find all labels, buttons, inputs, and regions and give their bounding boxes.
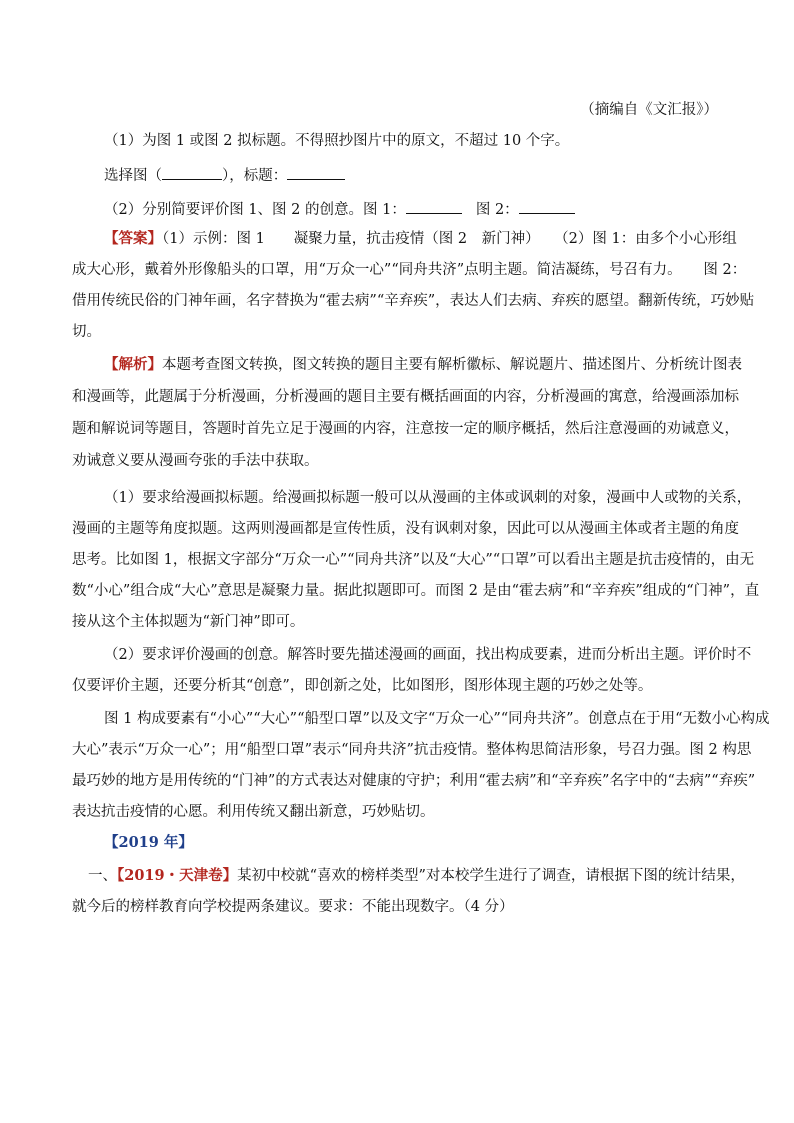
figure-1-blank bbox=[406, 199, 462, 214]
year-heading: 【2019 年】 bbox=[104, 834, 193, 851]
analysis-p4-line-1: 图 1 构成要素有“小心”“大心”“船型口罩”以及文字“万众一心”“同舟共济”。创意点在于用“无数小心构成 bbox=[104, 711, 770, 727]
analysis-p4-line-2: 大心”表示“万众一心”；用“船型口罩”表示“同舟共济”抗击疫情。整体构思简洁形象，号召力强。图 2 构思 bbox=[72, 742, 752, 758]
next-question-tag: 【2019・天津卷】 bbox=[117, 867, 238, 884]
analysis-line-3: 题和解说词等题目，答题时首先立足于漫画的内容，注意按一定的顺序概括，然后注意漫画的劝诫意义， bbox=[72, 421, 739, 437]
analysis-p2-line-3: 思考。比如图 1，根据文字部分“万众一心”“同舟共济”以及“大心”“口罩”可以看出主题是抗击疫情的，由无 bbox=[72, 552, 755, 568]
analysis-p3-line-2: 仅要评价主题，还要分析其“创意”，即创新之处，比如图形，图形体现主题的巧妙之处等。 bbox=[72, 678, 653, 694]
choose-label: 选择图（ bbox=[104, 168, 162, 184]
question-2-prompt bbox=[104, 199, 575, 220]
analysis-label: 【解析】 bbox=[104, 356, 162, 373]
next-question-line-1 bbox=[88, 866, 745, 886]
analysis-p4-line-3: 最巧妙的地方是用传统的“门神”的方式表达对健康的守护；利用“霍去病”和“辛弃疾”名字中的“去病”“弃疾” bbox=[72, 773, 756, 789]
analysis-p2-line-1: （1）要求给漫画拟标题。给漫画拟标题一般可以从漫画的主体或讽刺的对象，漫画中人或物的关系， bbox=[104, 490, 752, 506]
figure-2-blank bbox=[519, 199, 575, 214]
answer-line-1 bbox=[104, 229, 737, 249]
answer-label: 【答案】 bbox=[104, 230, 162, 247]
next-question-text: 某初中校就“喜欢的榜样类型”对本校学生进行了调查，请根据下图的统计结果， bbox=[237, 868, 745, 884]
next-question-number: 一、 bbox=[88, 868, 117, 884]
analysis-text-1: 本题考查图文转换，图文转换的题目主要有解析徽标、解说题片、描述图片、分析统计图表 bbox=[162, 357, 742, 373]
answer-line-3: 借用传统民俗的门神年画，名字替换为“霍去病”“辛弃疾”，表达人们去病、弃疾的愿望。翻新传统，巧妙贴 bbox=[72, 293, 755, 309]
answer-line-4: 切。 bbox=[72, 324, 101, 340]
title-label: ），标题： bbox=[222, 168, 288, 184]
analysis-line-4: 劝诫意义要从漫画夸张的手法中获取。 bbox=[72, 453, 319, 469]
figure-2-label: 图 2： bbox=[475, 202, 519, 218]
source-citation: （摘编自《文汇报》） bbox=[580, 102, 718, 118]
question-1-prompt: （1）为图 1 或图 2 拟标题。不得照抄图片中的原文，不超过 10 个字。 bbox=[104, 133, 570, 149]
analysis-p4-line-4: 表达抗击疫情的心愿。利用传统又翻出新意，巧妙贴切。 bbox=[72, 804, 435, 820]
analysis-p2-line-2: 漫画的主题等角度拟题。这两则漫画都是宣传性质，没有讽刺对象，因此可以从漫画主体或者主题的角度 bbox=[72, 521, 739, 537]
figure-choice-blank bbox=[162, 165, 222, 180]
analysis-p3-line-1: （2）要求评价漫画的创意。解答时要先描述漫画的画面，找出构成要素，进而分析出主题。评价时不 bbox=[104, 647, 752, 663]
title-blank bbox=[287, 165, 345, 180]
analysis-line-1 bbox=[104, 355, 742, 375]
analysis-p2-line-5: 接从这个主体拟题为“新门神”即可。 bbox=[72, 614, 305, 630]
next-question-line-2: 就今后的榜样教育向学校提两条建议。要求：不能出现数字。（4 分） bbox=[72, 899, 514, 915]
question-2-prefix: （2）分别简要评价图 1、图 2 的创意。图 1： bbox=[104, 202, 406, 218]
analysis-p2-line-4: 数“小心”组合成“大心”意思是凝聚力量。据此拟题即可。而图 2 是由“霍去病”和“辛弃疾”组成的“门神”，直 bbox=[72, 583, 760, 599]
answer-text-1: （1）示例：图 1 凝聚力量，抗击疫情（图 2 新门神） （2）图 1：由多个小心形组 bbox=[162, 231, 737, 247]
answer-line-2: 成大心形，戴着外形像船头的口罩，用“万众一心”“同舟共济”点明主题。简洁凝练，号召有力。 图 2： bbox=[72, 262, 747, 278]
analysis-line-2: 和漫画等，此题属于分析漫画，分析漫画的题目主要有概括画面的内容，分析漫画的寓意，给漫画添加标 bbox=[72, 389, 739, 405]
question-1-answer-line bbox=[104, 165, 345, 186]
